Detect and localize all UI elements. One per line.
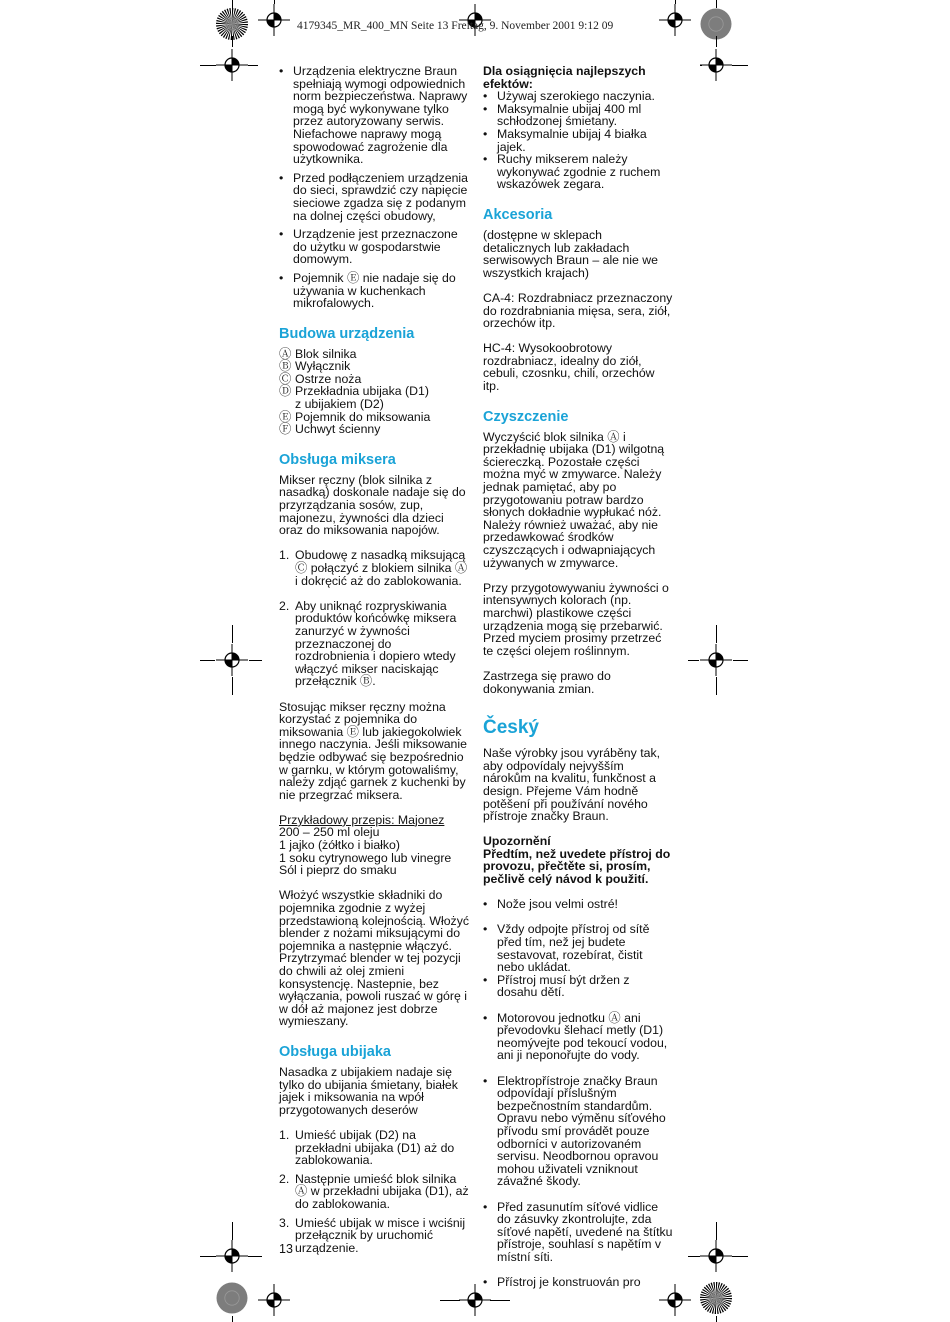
crop-line (688, 660, 699, 661)
crop-line (716, 1316, 717, 1322)
paragraph: Włożyć wszystkie składniki do pojemnika zgodnie z wyżej przedstawioną kolejnością. Włożyć blender z nożami miksującymi do pojemnika a następnie włączyć. Przytrzymać blender w tej pozycji do chwili aż olej zmieni konsystencję. Nastepnie, bez wyłączania, powoli ruszać w górę i w dół aż majonez jest dobrze wymieszany. (279, 888, 470, 1029)
section-title-czyszczenie: Czyszczenie (483, 408, 569, 425)
crop-line (200, 660, 215, 661)
recipe-heading: Przykładowy przepis: Majonez (279, 812, 445, 827)
list-item: • Přístroj musí být držen z dosahu dětí. (483, 974, 673, 999)
registration-mark-icon (216, 644, 248, 676)
crop-line (249, 660, 262, 661)
crop-line (232, 625, 233, 643)
crop-line (200, 65, 216, 66)
crop-line (274, 0, 275, 4)
recipe-line: Sól i pieprz do smaku (279, 863, 397, 878)
paragraph: Przy przygotowywaniu żywności o intensywnych kolorach (np. marchwi) plastikowe części urządzenia mogą się przebarwić. Przed myciem prosimy przetrzeć te części olejem roślinnym. (483, 580, 669, 658)
registration-mark-icon (216, 1240, 248, 1272)
steps-list (279, 1129, 469, 1254)
crop-line (716, 0, 717, 8)
recipe (279, 814, 469, 877)
paragraph: Stosując mikser ręczny można korzystać z pojemnika do miksowania Ⓔ lub jakiegokolwiek innego naczynia. Jeśli miksowanie będzie odbywać się bezpośrednio w garnku, w którym gotowaliśmy, należy zdjąć garnek z kuchenki by nie przegrzać miksera. (279, 699, 467, 802)
recipe-line: 1 soku cytrynowego lub vinegre (279, 850, 452, 865)
parts-item: z ubijakiem (D2) (295, 397, 384, 412)
starburst-mark-icon (700, 1282, 732, 1314)
step-item: 2. Następnie umieść blok silnika Ⓐ w przekładni ubijaka (D1), aż do zablokowania. (279, 1171, 469, 1211)
list-item: • Přístroj je konstruován pro (483, 1276, 673, 1289)
best-results-list (483, 90, 673, 191)
crop-line (688, 1256, 700, 1257)
list-item: • Motorovou jednotku Ⓐ ani převodovku šlehací metly (D1) neomývejte pod tekoucí vodou, ani ji neponořujte do vody. (483, 1012, 673, 1062)
list-item: • Przed podłączeniem urządzenia do sieci, sprawdzić czy napięcie sieciowe zgadza się z podanym na dolnej części obudowy, (279, 172, 469, 222)
color-dot-icon (216, 1282, 248, 1314)
list-item: • Elektropřístroje značky Braun odpovídají příslušným bezpečnostním standardům. Opravu nebo výměnu síťového přívodu smí provádět pouze odborníci v autorizovaném servisu. Neodbornou opravou mohou uživateli vzniknout závažné škody. (483, 1075, 673, 1188)
list-item: • Vždy odpojte přístroj od sítě před tím, než jej budete sestavovat, rozebírat, čistit nebo ukládat. (483, 923, 673, 973)
registration-mark-icon (700, 49, 732, 81)
crop-line (232, 1316, 233, 1322)
crop-line (733, 660, 748, 661)
recipe-line: 1 jajko (żółtko i białko) (279, 838, 400, 853)
crop-line (248, 1256, 262, 1257)
parts-item: Ⓔ Pojemnik do miksowania (279, 409, 431, 424)
cz-safety-list (483, 898, 673, 1288)
parts-item: Ⓑ Wyłącznik (279, 359, 351, 374)
registration-mark-icon (258, 4, 290, 36)
crop-line (232, 0, 233, 8)
parts-item: Ⓐ Blok silnika (279, 346, 357, 361)
column-left (279, 65, 469, 1267)
print-header: 4179345_MR_400_MN Seite 13 Freitag, 9. November 2001 9:12 09 (297, 20, 614, 32)
list-item: • Ruchy mikserem należy wykonywać zgodnie z ruchem wskazówek zegara. (483, 153, 673, 191)
registration-mark-icon (258, 1284, 290, 1316)
step-item: 1. Umieść ubijak (D2) na przekładni ubijaka (D1) aż do zablokowania. (279, 1127, 455, 1168)
list-item: • Urządzenia elektryczne Braun spełniają wymogi odpowiednich norm bezpieczeństwa. Naprawy mogą być wykonywane tylko przez autoryzowany serwis. Niefachowe naprawy mogą spowodować zagrożenie dla użytkownika. (279, 65, 469, 166)
step-item: 1. Obudowę z nasadką miksującą Ⓒ połączyć z blokiem silnika Ⓐ i dokręcić aż do zablokowania. (279, 548, 468, 588)
paragraph: Nasadka z ubijakiem nadaje się tylko do ubijania śmietany, białek jajek i miksowania na wpół przygotowanych deserów (279, 1064, 458, 1117)
step-item: 2. Aby uniknąć rozpryskiwania produktów końcówkę miksera zanurzyć w żywności przeznaczonej do rozdrobnienia i dopiero wtedy włączyć mikser naciskając przełącznik Ⓑ. (279, 598, 457, 689)
crop-line (232, 677, 233, 695)
parts-item: Ⓓ Przekładnia ubijaka (D1) (279, 384, 429, 399)
safety-list (279, 65, 469, 310)
paragraph: Wyczyścić blok silnika Ⓐ i przekładnię ubijaka (D1) wilgotną ściereczką. Pozostałe części można myć w zmywarce. Należy jednak pamiętać, aby po przygotowaniu potraw bardzo słonych dokładnie wypłukać nóż. Należy również uważać, aby nie przedawkować środków czyszczących i odwapniających używanych w zmywarce. (483, 429, 665, 570)
best-results-heading: Dla osiągnięcia najlepszych efektów: (483, 64, 646, 91)
list-item: • Nože jsou velmi ostré! (483, 898, 673, 911)
steps-list (279, 549, 469, 688)
column-right (483, 65, 673, 1301)
crop-line (232, 36, 233, 47)
parts-list (279, 348, 469, 436)
recipe-line: 200 – 250 ml oleju (279, 825, 380, 840)
paragraph: HC-4: Wysokoobrotowy rozdrabniacz, idealny do ziół, cebuli, czosnku, chili, orzechów itp. (483, 341, 655, 394)
crop-line (200, 1256, 216, 1257)
parts-item: Ⓕ Uchwyt ścienny (279, 422, 381, 437)
paragraph: CA-4: Rozdrabniacz przeznaczony do rozdrabniania mięsa, sera, ziół, orzechów itp. (483, 290, 673, 331)
crop-line (716, 1222, 717, 1240)
crop-line (716, 677, 717, 695)
crop-line (716, 625, 717, 643)
upozorneni-heading: Upozornění (483, 834, 551, 849)
section-title-obsluga-ubijaka: Obsługa ubijaka (279, 1043, 391, 1060)
paragraph: Mikser ręczny (blok silnika z nasadką) doskonale nadaje się do przyrządzania sosów, zup, majonezu, żywności dla dzieci oraz do miksowania napojów. (279, 472, 466, 538)
crop-line (700, 65, 702, 66)
crop-line (716, 36, 717, 47)
list-item: • Pojemnik Ⓔ nie nadaje się do używania w kuchenkach mikrofalowych. (279, 272, 469, 310)
step-item: 3. Umieść ubijak w misce i wciśnij przełącznik by uruchomić urządzenie. (279, 1215, 466, 1255)
registration-mark-icon (700, 644, 732, 676)
section-title-obsluga-miksera: Obsługa miksera (279, 451, 396, 468)
list-item: • Před zasunutím síťové vidlice do zásuvky zkontrolujte, zda síťové napětí, uvedené na štítku přístroje, souhlasí s napětím v místní síti. (483, 1201, 673, 1264)
list-item: • Używaj szerokiego naczynia. (483, 90, 673, 103)
registration-mark-icon (216, 49, 248, 81)
list-item: • Maksymalnie ubijaj 400 ml schłodzonej śmietany. (483, 103, 673, 128)
crop-line (248, 65, 258, 66)
section-title-akcesoria: Akcesoria (483, 206, 553, 223)
language-title-cesky: Český (483, 717, 539, 739)
registration-mark-icon (700, 1240, 732, 1272)
list-item: • Urządzenie jest przeznaczone do użytku w gospodarstwie domowym. (279, 228, 469, 266)
section-title-budowa: Budowa urządzenia (279, 325, 415, 342)
crop-line (732, 65, 748, 66)
paragraph: Naše výrobky jsou vyráběny tak, aby odpovídaly nejvyšším nárokům na kvalitu, funkčnost a design. Přejeme Vám hodně potěšení při používání nového přístroje značky Braun. (483, 746, 661, 824)
crop-line (675, 0, 676, 4)
crop-line (232, 1222, 233, 1240)
parts-item: Ⓒ Ostrze noża (279, 371, 362, 386)
crop-line (440, 1300, 460, 1301)
list-item: • Maksymalnie ubijaj 4 białka jajek. (483, 128, 673, 153)
paragraph: Zastrzega się prawo do dokonywania zmian. (483, 668, 611, 696)
page-number: 13 (279, 1242, 293, 1256)
registration-mark-icon (659, 4, 691, 36)
upozorneni-text: Předtím, než uvedete přístroj do provozu, přečtěte si, prosím, pečlivě celý návod k použití. (483, 846, 671, 887)
crop-line (732, 1256, 748, 1257)
paragraph: (dostępne w sklepach detalicznych lub zakładach serwisowych Braun – ale nie we wszystkich krajach) (483, 227, 658, 280)
